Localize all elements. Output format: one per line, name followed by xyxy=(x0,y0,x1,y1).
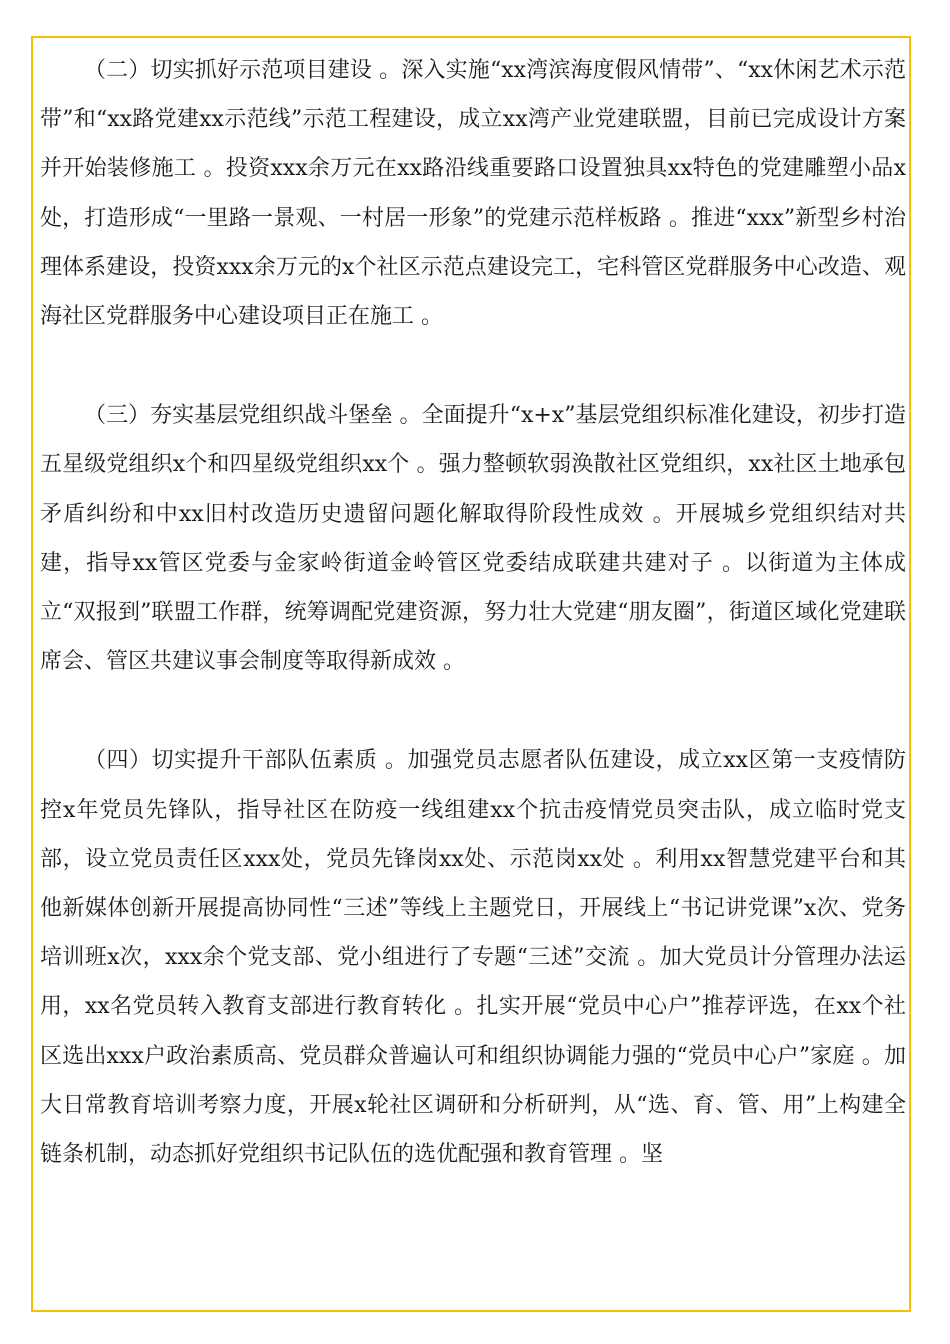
paragraph-demonstration-projects: （二）切实抓好示范项目建设 。深入实施“xx湾滨海度假风情带”、“xx休闲艺术示范带”和“xx路党建xx示范线”示范工程建设，成立xx湾产业党建联盟，目前已完成设计方案并开始装修施工 。投资xxx余万元在xx路沿线重要路口设置独具xx特色的党建雕塑小品x处，打造形成“一里路一景观、一村居一形象”的党建示范样板路 。推进“xxx”新型乡村治理体系建设，投资xxx余万元的x个社区示范点建设完工，宅科管区党群服务中心改造、观海社区党群服务中心建设项目正在施工 。 xyxy=(40,58,906,330)
document-body xyxy=(40,46,906,1179)
paragraph-grassroots-organizations: （三）夯实基层党组织战斗堡垒 。全面提升“x+x”基层党组织标准化建设，初步打造五星级党组织x个和四星级党组织xx个 。强力整顿软弱涣散社区党组织，xx社区土地承包矛盾纠纷和中xx旧村改造历史遗留问题化解取得阶段性成效 。开展城乡党组织结对共建，指导xx管区党委与金家岭街道金岭管区党委结成联建共建对子 。以街道为主体成立“双报到”联盟工作群，统筹调配党建资源，努力壮大党建“朋友圈”，街道区域化党建联席会、管区共建议事会制度等取得新成效 。 xyxy=(40,403,906,675)
paragraph-cadre-quality: （四）切实提升干部队伍素质 。加强党员志愿者队伍建设，成立xx区第一支疫情防控x年党员先锋队，指导社区在防疫一线组建xx个抗击疫情党员突击队，成立临时党支部，设立党员责任区xxx处，党员先锋岗xx处、示范岗xx处 。利用xx智慧党建平台和其他新媒体创新开展提高协同性“三述”等线上主题党日，开展线上“书记讲党课”x次、党务培训班x次，xxx余个党支部、党小组进行了专题“三述”交流 。加大党员计分管理办法运用，xx名党员转入教育支部进行教育转化 。扎实开展“党员中心户”推荐评选，在xx个社区选出xxx户政治素质高、党员群众普遍认可和组织协调能力强的“党员中心户”家庭 。加大日常教育培训考察力度，开展x轮社区调研和分析研判，从“选、育、管、用”上构建全链条机制，动态抓好党组织书记队伍的选优配强和教育管理 。坚 xyxy=(40,748,906,1168)
